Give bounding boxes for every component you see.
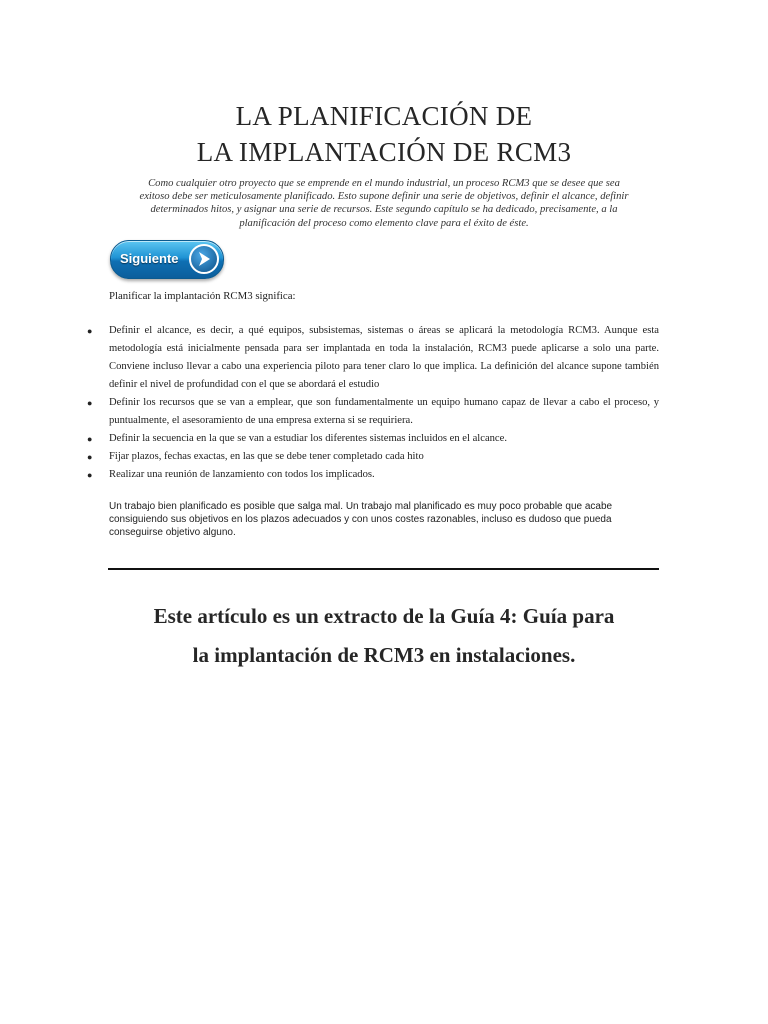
title-line-1: LA PLANIFICACIÓN DE: [235, 101, 533, 131]
list-item-text: Realizar una reunión de lanzamiento con todos los implicados.: [109, 469, 375, 480]
list-item-text: Fijar plazos, fechas exactas, en las que se debe tener completado cada hito: [109, 451, 424, 462]
list-item: [87, 430, 659, 448]
intro-line-3: determinados hitos, y asignar una serie de recursos. Este segundo capítulo se ha dedicado, precisamente, a la: [150, 204, 618, 216]
bullet-icon: ●: [87, 470, 93, 480]
list-item: [87, 466, 659, 484]
intro-line-2: exitoso debe ser meticulosamente planificado. Esto supone definir una serie de objetivos, definir el alcance, definir: [139, 191, 629, 203]
extract-notice: [0, 597, 768, 675]
bullet-icon: ●: [87, 326, 93, 336]
intro-paragraph: [108, 177, 660, 230]
list-item: [87, 322, 659, 394]
arrow-right-icon: [189, 244, 219, 274]
divider: [108, 568, 659, 570]
list-item: [87, 394, 659, 430]
page-title: [0, 98, 768, 170]
next-button[interactable]: [110, 240, 224, 279]
extract-line-2: la implantación de RCM3 en instalaciones.: [192, 643, 576, 667]
extract-line-1: Este artículo es un extracto de la Guía 4: Guía para: [153, 604, 615, 628]
title-line-2: LA IMPLANTACIÓN DE RCM3: [196, 137, 572, 167]
bullet-list: [87, 322, 659, 484]
list-item-text: Definir la secuencia en la que se van a estudiar los diferentes sistemas incluidos en el alcance.: [109, 433, 507, 444]
list-item-text: Definir los recursos que se van a emplear, que son fundamentalmente un equipo humano capaz de llevar a cabo el proceso, y puntualmente, el asesoramiento de una empresa externa si se requiriera.: [109, 397, 659, 426]
lead-text: Planificar la implantación RCM3 significa:: [109, 290, 296, 302]
intro-line-4: planificación del proceso como elemento clave para el éxito de éste.: [239, 217, 529, 229]
intro-line-1: Como cualquier otro proyecto que se emprende en el mundo industrial, un proceso RCM3 que se desee que sea: [148, 178, 620, 189]
bullet-icon: ●: [87, 452, 93, 462]
closing-paragraph: Un trabajo bien planificado es posible que salga mal. Un trabajo mal planificado es muy poco probable que acabe consiguiendo sus objetivos en los plazos adecuados y con unos costes razonables, incluso es dudoso que pueda conseguirse objetivo alguno.: [109, 501, 613, 538]
next-button-label: Siguiente: [120, 251, 179, 266]
list-item: [87, 448, 659, 466]
bullet-icon: ●: [87, 398, 93, 408]
bullet-icon: ●: [87, 434, 93, 444]
list-item-text: Definir el alcance, es decir, a qué equipos, subsistemas, sistemas o áreas se aplicará la metodología RCM3. Aunque esta metodología está inicialmente pensada para ser implantada en toda la instalación, RCM3 puede aplicarse a solo una parte. Conviene incluso llevar a cabo una experiencia piloto para tener claro lo que implica. La definición del alcance supone también definir el nivel de profundidad con el que se abordará el estudio: [109, 325, 659, 390]
